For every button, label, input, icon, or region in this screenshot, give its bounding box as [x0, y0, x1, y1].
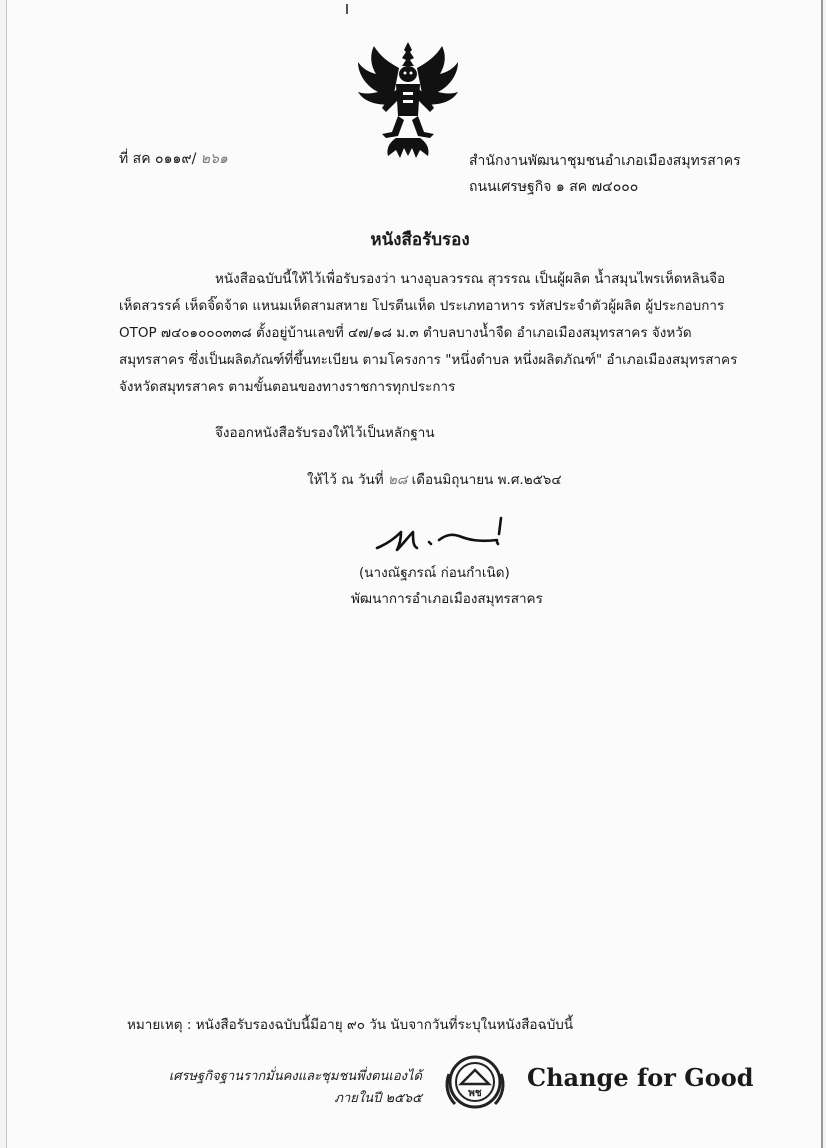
- signatory-block: [351, 560, 543, 612]
- reference-handwritten-number: ๒๖๑: [200, 151, 228, 167]
- motto-line: ภายในปี ๒๕๖๕: [334, 1091, 422, 1106]
- garuda-emblem: [352, 38, 464, 160]
- footer-motto: [127, 1066, 422, 1110]
- body-line: OTOP ๗๔๐๑๐๐๐๓๓๘ ตั้งอยู่บ้านเลขที่ ๔๗/๑๘ ม.๓ ตำบลบางน้ำจืด อำเภอเมืองสมุทรสาคร จังหวัด: [119, 325, 692, 341]
- document-page: [6, 0, 823, 1148]
- given-date-suffix: เดือนมิถุนายน พ.ศ.๒๕๖๔: [411, 472, 562, 488]
- validity-note: หมายเหตุ : หนังสือรับรองฉบับนี้มีอายุ ๙๐ วัน นับจากวันที่ระบุในหนังสือฉบับนี้: [127, 1017, 574, 1033]
- signature: [373, 512, 513, 558]
- body-line: สมุทรสาคร ซึ่งเป็นผลิตภัณฑ์ที่ขึ้นทะเบียน ตามโครงการ "หนึ่งตำบล หนึ่งผลิตภัณฑ์" อำเภอเมืองสมุทรสาคร: [119, 352, 738, 368]
- certificate-body: [119, 266, 747, 401]
- given-date-prefix: ให้ไว้ ณ วันที่: [307, 472, 384, 488]
- document-reference-number: [119, 148, 228, 170]
- signatory-position: พัฒนาการอำเภอเมืองสมุทรสาคร: [351, 591, 543, 607]
- community-development-logo: [441, 1054, 509, 1110]
- change-for-good-slogan: Change for Good: [527, 1063, 754, 1092]
- given-date: [307, 468, 562, 490]
- document-title: หนังสือรับรอง: [370, 230, 470, 250]
- body-line: จังหวัดสมุทรสาคร ตามขั้นตอนของทางราชการทุกประการ: [119, 379, 456, 395]
- issuing-office: [469, 148, 741, 200]
- given-date-day: ๒๘: [387, 472, 408, 488]
- issuance-statement: จึงออกหนังสือรับรองให้ไว้เป็นหลักฐาน: [215, 425, 435, 441]
- signatory-name: (นางณัฐภรณ์ ก่อนกำเนิด): [359, 565, 510, 581]
- logo-text: พช: [468, 1088, 482, 1099]
- body-line: หนังสือฉบับนี้ให้ไว้เพื่อรับรองว่า นางอุบลวรรณ สุวรรณ เป็นผู้ผลิต น้ำสมุนไพรเห็ดหลินจือ: [215, 271, 726, 287]
- office-address: ถนนเศรษฐกิจ ๑ สค ๗๔๐๐๐: [469, 179, 639, 195]
- reference-prefix: ที่ สค ๐๑๑๙/: [119, 151, 197, 167]
- body-line: เห็ดสวรรค์ เห็ดจิ๊ดจ้าด แหนมเห็ดสามสหาย โปรตีนเห็ด ประเภทอาหาร รหัสประจำตัวผู้ผลิต ผู้ประกอบการ: [119, 298, 725, 314]
- scan-mark: [346, 4, 348, 14]
- office-name: สำนักงานพัฒนาชุมชนอำเภอเมืองสมุทรสาคร: [469, 153, 741, 169]
- motto-line: เศรษฐกิจฐานรากมั่นคงและชุมชนพึ่งตนเองได้: [168, 1069, 422, 1084]
